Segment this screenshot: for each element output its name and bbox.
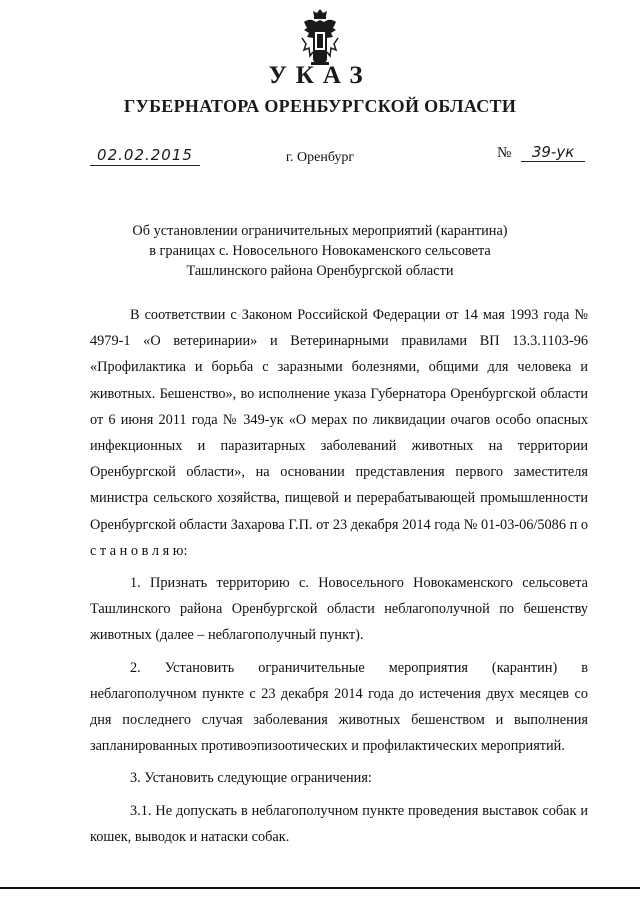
document-subtitle: ГУБЕРНАТОРА ОРЕНБУРГСКОЙ ОБЛАСТИ: [123, 96, 517, 116]
document-city: г. Оренбург: [285, 150, 355, 165]
paragraph-preamble: В соответствии с Законом Российской Федерации от 14 мая 1993 года № 4979-1 «О ветеринарии» и Ветеринарными правилами ВП 13.3.1103-96 «Профилактика и борьба с заразными болезнями, общими для человека и животных. Бешенство», во исполнение указа Губернатора Оренбургской области от 6 июня 2011 года № 349-ук «О мерах по ликвидации очагов особо опасных инфекционных и паразитарных заболеваний животных на территории Оренбургской области», на основании представления первого заместителя министра сельского хозяйства, пищевой и перерабатывающей промышленности Оренбургской области Захарова Г.П. от 23 декабря 2014 года № 01-03-06/5086 п о с т а н о в л я ю:: [90, 307, 588, 559]
document-number: [497, 143, 597, 162]
heading-line: Ташлинского района Оренбургской области: [186, 263, 454, 279]
number-sign: №: [497, 145, 512, 161]
page-bottom-rule: [0, 887, 640, 889]
paragraph-item-3: 3. Установить следующие ограничения:: [130, 770, 372, 787]
document-heading: [0, 221, 640, 281]
date-value: 02.02.2015: [97, 146, 193, 164]
heading-line: в границах с. Новосельного Новокаменского сельсовета: [149, 243, 491, 259]
document-body: [90, 302, 588, 856]
number-value: 39-ук: [521, 143, 585, 162]
heading-line: Об установлении ограничительных мероприятий (карантина): [132, 223, 508, 239]
paragraph-item-3-1: 3.1. Не допускать в неблагополучном пункте проведения выставок собак и кошек, выводок и натаски собак.: [90, 802, 588, 845]
document-title: УКАЗ: [268, 62, 372, 89]
paragraph-item-2: 2. Установить ограничительные мероприятия (карантин) в неблагополучном пункте с 23 декабря 2014 года до истечения двух месяцев со дня последнего случая заболевания животных бешенством и выполнения запланированных противоэпизоотических и профилактических мероприятий.: [90, 659, 588, 755]
coat-of-arms-icon: [300, 8, 340, 66]
paragraph-item-1: 1. Признать территорию с. Новосельного Новокаменского сельсовета Ташлинского района Оренбургской области неблагополучной по бешенству животных (далее – неблагополучный пункт).: [90, 575, 588, 644]
